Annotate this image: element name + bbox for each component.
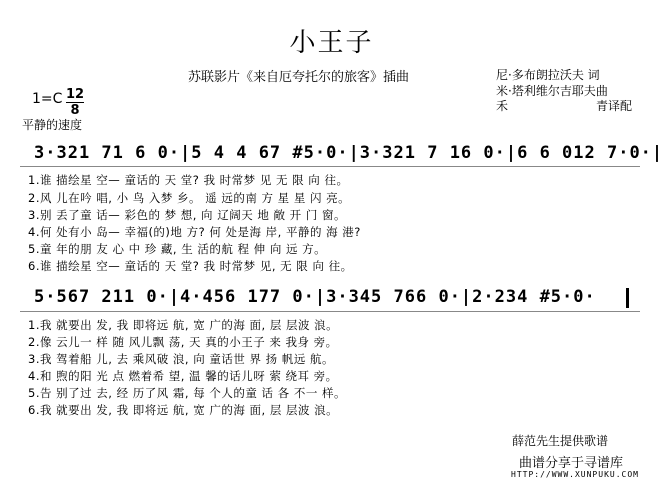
watermark-url: HTTP://WWW.XUNPUKU.COM bbox=[511, 470, 639, 479]
lyric-line-1-4: 4.何 处有小 岛— 幸福(的)地 方? 何 处是海 岸, 平静的 海 港? bbox=[28, 225, 361, 239]
watermark-site: 曲谱分享于寻谱库 bbox=[519, 456, 624, 471]
notation-underline-2 bbox=[20, 311, 640, 312]
translator-credit-rest: 青译配 bbox=[596, 99, 633, 113]
provider-credit: 薛范先生提供歌谱 bbox=[512, 434, 609, 448]
song-subtitle: 苏联影片《来自厄夸托尔的旅客》插曲 bbox=[188, 70, 410, 85]
time-signature bbox=[66, 88, 84, 117]
song-title: 小王子 bbox=[289, 28, 374, 58]
lyric-line-2-4: 4.和 煦的阳 光 点 燃着希 望, 温 馨的话儿呀 萦 绕耳 旁。 bbox=[28, 369, 338, 383]
lyric-line-1-1: 1.谁 描绘星 空— 童话的 天 堂? 我 时常梦 见 无 限 向 往。 bbox=[28, 173, 349, 187]
tempo-marking: 平静的速度 bbox=[22, 118, 83, 132]
translator-credit-surname: 禾 bbox=[496, 99, 509, 113]
notation-underline-1 bbox=[20, 166, 640, 167]
lyric-line-1-3: 3.别 丢了童 话— 彩色的 梦 想, 向 辽阔天 地 敞 开 门 窗。 bbox=[28, 208, 346, 222]
lyric-line-1-6: 6.谁 描绘星 空— 童话的 天 堂? 我 时常梦 见, 无 限 向 往。 bbox=[28, 259, 353, 273]
time-signature-numerator: 12 bbox=[66, 87, 85, 102]
lyric-line-1-5: 5.童 年的朋 友 心 中 珍 藏, 生 活的航 程 伸 向 远 方。 bbox=[28, 242, 327, 256]
lyric-line-2-2: 2.像 云儿一 样 随 风儿飘 荡, 天 真的小王子 来 我身 旁。 bbox=[28, 335, 338, 349]
lyric-line-2-5: 5.告 别了过 去, 经 历了风 霜, 每 个人的童 话 各 不一 样。 bbox=[28, 386, 346, 400]
lyricist-credit: 尼·多布朗拉沃夫 词 bbox=[496, 68, 600, 82]
lyric-line-2-6: 6.我 就要出 发, 我 即将远 航, 宽 广的海 面, 层 层波 浪。 bbox=[28, 403, 339, 417]
lyric-line-2-3: 3.我 驾着船 儿, 去 乘风破 浪, 向 童话世 界 扬 帆远 航。 bbox=[28, 352, 334, 366]
composer-credit: 米·塔利维尔吉耶夫曲 bbox=[496, 84, 608, 98]
notation-line-2: 5·567 211 0·|4·456 177 0·|3·345 766 0·|2·234 #5·0· bbox=[34, 287, 596, 307]
lyric-line-1-2: 2.风 儿在吟 唱, 小 鸟 入梦 乡。 遥 远的南 方 星 星 闪 亮。 bbox=[28, 191, 351, 205]
time-signature-denominator: 8 bbox=[70, 103, 80, 118]
final-barline bbox=[626, 288, 629, 308]
notation-line-1: 3·321 71 6 0·|5 4 4 67 #5·0·|3·321 7 16 0·|6 6 012 7·0·| bbox=[34, 143, 663, 163]
key-signature: 1=C bbox=[32, 91, 63, 107]
lyric-line-2-1: 1.我 就要出 发, 我 即将远 航, 宽 广的海 面, 层 层波 浪。 bbox=[28, 318, 339, 332]
